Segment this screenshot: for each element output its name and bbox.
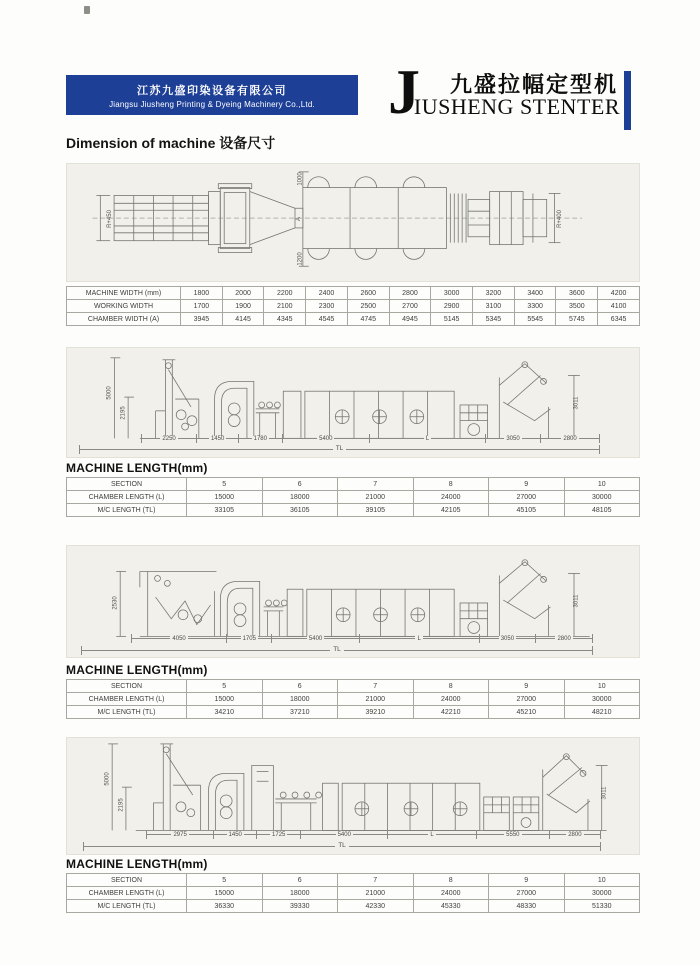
row-label-cell: M/C LENGTH (TL) [67, 900, 187, 913]
value-cell: 2100 [264, 300, 306, 313]
dimension-label: 2975 [173, 831, 187, 838]
dimension-segment [226, 634, 271, 643]
dimension-segment [213, 830, 256, 839]
value-cell: 2000 [222, 287, 264, 300]
value-cell: 9 [489, 478, 565, 491]
product-title-en: IUSHENG STENTER [413, 94, 620, 119]
plan-view-panel [66, 163, 640, 282]
value-cell: 34210 [187, 706, 263, 719]
value-cell: 2700 [389, 300, 431, 313]
value-cell: 5 [187, 680, 263, 693]
value-cell: 24000 [413, 491, 489, 504]
dimension-label: 1780 [253, 435, 267, 442]
value-cell: 42105 [413, 504, 489, 517]
table-row [67, 313, 640, 326]
machine-length-table-1 [66, 477, 640, 517]
dimension-label: 2800 [568, 831, 582, 838]
page-title: Dimension of machine 设备尺寸 [66, 135, 276, 151]
value-cell: 21000 [338, 491, 414, 504]
value-cell: 5 [187, 478, 263, 491]
brand-logo [388, 56, 622, 130]
value-cell: 6 [262, 680, 338, 693]
table-row [67, 504, 640, 517]
value-cell: 7 [338, 874, 414, 887]
value-cell: 10 [564, 874, 640, 887]
value-cell: 2200 [264, 287, 306, 300]
value-cell: 8 [413, 874, 489, 887]
value-cell: 7 [338, 680, 414, 693]
elev1-total-length-line [79, 445, 600, 454]
value-cell: 39210 [338, 706, 414, 719]
dimension-segment [238, 434, 281, 443]
elev2-dimension-strip [131, 634, 593, 643]
dimension-segment [271, 634, 358, 643]
value-cell: 2600 [347, 287, 389, 300]
dimension-segment [369, 434, 485, 443]
dimension-segment [256, 830, 300, 839]
value-cell: 3200 [473, 287, 515, 300]
machine-length-heading-1: MACHINE LENGTH(mm) [66, 461, 208, 475]
value-cell: 3000 [431, 287, 473, 300]
value-cell: 9 [489, 874, 565, 887]
elev3-dim-height-outer: 5000 [104, 772, 111, 786]
value-cell: 42210 [413, 706, 489, 719]
value-cell: 4100 [598, 300, 640, 313]
table-header-row [67, 478, 640, 491]
accent-bar [624, 71, 631, 130]
plan-dim-left: R+450 [106, 210, 113, 228]
value-cell: 4345 [264, 313, 306, 326]
value-cell: 42330 [338, 900, 414, 913]
value-cell: 3400 [514, 287, 556, 300]
value-cell: 30000 [564, 491, 640, 504]
elevation-panel-1 [66, 347, 640, 458]
elev2-dim-height-right: 3011 [573, 594, 580, 608]
value-cell: 8 [413, 680, 489, 693]
dimension-label: L [417, 635, 421, 642]
table-row [67, 300, 640, 313]
dimension-label: 1450 [210, 435, 225, 442]
row-label-cell: MACHINE WIDTH (mm) [67, 287, 181, 300]
row-label-cell: M/C LENGTH (TL) [67, 706, 187, 719]
dimension-label: 5400 [308, 635, 323, 642]
table-row [67, 287, 640, 300]
elevation-panel-2 [66, 545, 640, 658]
table-header-row [67, 874, 640, 887]
value-cell: 2800 [389, 287, 431, 300]
table-row [67, 693, 640, 706]
row-label-cell: SECTION [67, 478, 187, 491]
dimension-label: L [430, 831, 434, 838]
value-cell: 7 [338, 478, 414, 491]
dimension-label: 4050 [172, 635, 186, 642]
value-cell: 30000 [564, 887, 640, 900]
table-row [67, 900, 640, 913]
elev2-dim-height-left: 2530 [112, 596, 119, 610]
dimension-label: 1725 [272, 831, 286, 838]
dimension-segment [146, 830, 213, 839]
value-cell: 4545 [306, 313, 348, 326]
value-cell: 6345 [598, 313, 640, 326]
value-cell: 4945 [389, 313, 431, 326]
dimension-label: 2800 [557, 635, 571, 642]
dimension-label: 1450 [228, 831, 242, 838]
value-cell: 15000 [187, 887, 263, 900]
row-label-cell: M/C LENGTH (TL) [67, 504, 187, 517]
dimension-segment [282, 434, 370, 443]
value-cell: 15000 [187, 491, 263, 504]
value-cell: 48105 [564, 504, 640, 517]
value-cell: 3500 [556, 300, 598, 313]
dimension-label: 3050 [500, 635, 515, 642]
company-name-cn: 江苏九盛印染设备有限公司 [137, 84, 287, 97]
value-cell: 21000 [338, 693, 414, 706]
dimension-label: 5400 [337, 831, 351, 838]
elev1-total-length-label: TL [333, 446, 347, 453]
value-cell: 5 [187, 874, 263, 887]
value-cell: 51330 [564, 900, 640, 913]
value-cell: 5745 [556, 313, 598, 326]
value-cell: 36330 [187, 900, 263, 913]
value-cell: 18000 [262, 491, 338, 504]
product-title-cn: 九盛拉幅定型机 [449, 73, 618, 98]
elev3-dim-height-right: 3011 [601, 786, 608, 800]
machine-length-heading-3: MACHINE LENGTH(mm) [66, 857, 208, 871]
value-cell: 6 [262, 874, 338, 887]
plan-dim-center: A [296, 216, 303, 222]
table-row [67, 887, 640, 900]
dimension-label: 5550 [506, 831, 520, 838]
value-cell: 24000 [413, 693, 489, 706]
machine-length-heading-2: MACHINE LENGTH(mm) [66, 663, 208, 677]
elev2-total-length-label: TL [330, 647, 344, 654]
dimension-segment [535, 634, 593, 643]
dimension-segment [300, 830, 387, 839]
value-cell: 45210 [489, 706, 565, 719]
value-cell: 5545 [514, 313, 556, 326]
elev1-dim-height-right: 3011 [573, 396, 580, 410]
machine-width-table [66, 286, 640, 326]
row-label-cell: CHAMBER LENGTH (L) [67, 491, 187, 504]
value-cell: 37210 [262, 706, 338, 719]
value-cell: 5345 [473, 313, 515, 326]
value-cell: 18000 [262, 693, 338, 706]
value-cell: 9 [489, 680, 565, 693]
value-cell: 36105 [262, 504, 338, 517]
value-cell: 33105 [187, 504, 263, 517]
elev3-total-length-line [83, 842, 601, 851]
dimension-segment [476, 830, 549, 839]
dimension-label: 3050 [506, 435, 520, 442]
dimension-segment [479, 634, 536, 643]
value-cell: 21000 [338, 887, 414, 900]
value-cell: 3100 [473, 300, 515, 313]
row-label-cell: SECTION [67, 680, 187, 693]
value-cell: 39330 [262, 900, 338, 913]
dimension-label: 2250 [162, 435, 176, 442]
elev1-dim-height-outer: 5000 [106, 386, 113, 400]
value-cell: 4145 [222, 313, 264, 326]
dimension-segment [359, 634, 479, 643]
elev3-dim-height-inner: 2195 [118, 798, 125, 812]
value-cell: 1700 [181, 300, 223, 313]
elev3-dimension-strip [146, 830, 601, 839]
company-banner [66, 75, 358, 115]
value-cell: 3300 [514, 300, 556, 313]
value-cell: 10 [564, 478, 640, 491]
table-header-row [67, 680, 640, 693]
row-label-cell: CHAMBER WIDTH (A) [67, 313, 181, 326]
value-cell: 27000 [489, 887, 565, 900]
value-cell: 48330 [489, 900, 565, 913]
value-cell: 24000 [413, 887, 489, 900]
dimension-label: 5400 [319, 435, 333, 442]
value-cell: 4745 [347, 313, 389, 326]
dimension-segment [131, 634, 226, 643]
plan-dim-right: R+400 [556, 210, 563, 228]
value-cell: 5145 [431, 313, 473, 326]
value-cell: 45105 [489, 504, 565, 517]
dimension-segment [141, 434, 196, 443]
dimension-label: L [425, 435, 430, 442]
value-cell: 15000 [187, 693, 263, 706]
elev1-dimension-strip [141, 434, 600, 443]
value-cell: 2300 [306, 300, 348, 313]
value-cell: 1900 [222, 300, 264, 313]
dimension-segment [485, 434, 540, 443]
value-cell: 2500 [347, 300, 389, 313]
table-row [67, 706, 640, 719]
value-cell: 1800 [181, 287, 223, 300]
machine-length-table-2 [66, 679, 640, 719]
plan-view-drawing [67, 164, 639, 281]
table-row [67, 491, 640, 504]
machine-length-table-3 [66, 873, 640, 913]
value-cell: 48210 [564, 706, 640, 719]
value-cell: 3945 [181, 313, 223, 326]
value-cell: 30000 [564, 693, 640, 706]
value-cell: 4200 [598, 287, 640, 300]
brand-initial: J [388, 56, 420, 127]
plan-dim-top: 1000 [297, 172, 304, 186]
dimension-segment [549, 830, 601, 839]
value-cell: 27000 [489, 491, 565, 504]
value-cell: 2400 [306, 287, 348, 300]
value-cell: 3600 [556, 287, 598, 300]
value-cell: 6 [262, 478, 338, 491]
row-label-cell: CHAMBER LENGTH (L) [67, 693, 187, 706]
plan-dim-bottom: 1200 [297, 252, 304, 266]
value-cell: 8 [413, 478, 489, 491]
dimension-segment [540, 434, 600, 443]
elev2-total-length-line [81, 646, 593, 655]
row-label-cell: WORKING WIDTH [67, 300, 181, 313]
dimension-segment [196, 434, 238, 443]
elev3-total-length-label: TL [335, 843, 349, 850]
dimension-label: 2800 [563, 435, 577, 442]
value-cell: 2900 [431, 300, 473, 313]
dimension-segment [387, 830, 476, 839]
elevation-panel-3 [66, 737, 640, 855]
value-cell: 45330 [413, 900, 489, 913]
row-label-cell: CHAMBER LENGTH (L) [67, 887, 187, 900]
elev1-dim-height-inner: 2195 [120, 406, 127, 420]
value-cell: 27000 [489, 693, 565, 706]
company-name-en: Jiangsu Jiusheng Printing & Dyeing Machinery Co.,Ltd. [109, 99, 315, 109]
value-cell: 18000 [262, 887, 338, 900]
value-cell: 10 [564, 680, 640, 693]
value-cell: 39105 [338, 504, 414, 517]
row-label-cell: SECTION [67, 874, 187, 887]
dimension-label: 1705 [242, 635, 256, 642]
scan-artifact [84, 6, 90, 14]
